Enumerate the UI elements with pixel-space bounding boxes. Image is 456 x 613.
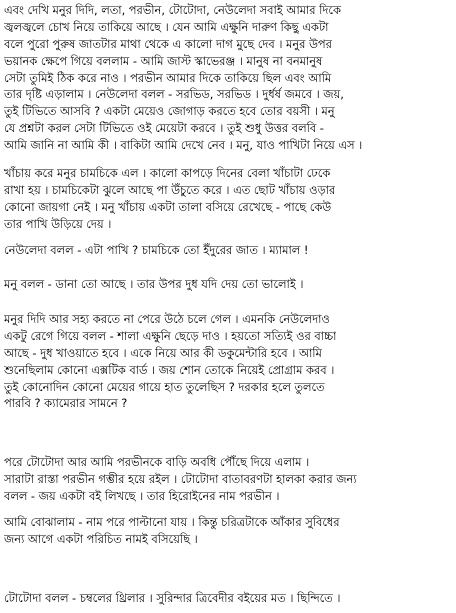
text-line: সারাটা রাস্তা পরভীন গম্ভীর হয়ে রইল । টোটোদা বাতাবরণটা হালকা করার জন্য [4,471,357,486]
text-line: খাঁচায় করে মনুর চামচিকে এল । কালো কাপড়ে দিনের বেলা খাঁচাটা ঢেকে [4,166,331,180]
paragraph-6 [4,454,357,505]
text-line: যে প্রশ্নটা করল সেটা টিভিতে ওই মেয়েটা করবে । তুই শুধু উত্তর বলবি - [4,121,324,136]
paragraph-1 [4,2,362,154]
text-line: এবং দেখি মনুর দিদি, লতা, পরভীন, টোটোদা, নেউলেদা সবাই আমার দিকে [4,3,341,17]
text-line: আছে - দুধ খাওয়াতে হবে । একে নিয়ে আর কী ডকুমেন্টারি হবে । আমি [4,345,322,360]
text-line: টোটোদা বলল - চম্বলের থ্রিলার । সুরিন্দার ত্রিবেদীর বইয়ের মত । ছিন্দিতে । [4,591,341,605]
text-line: মনুর দিদি আর সহ্য করতে না পেরে উঠে চলে গেল । এমনকি নেউলেদাও [4,312,330,326]
text-line: শুনেছিলাম কোনো এক্সটিক বার্ড । জয় শোন তোকে নিয়েই প্রোগ্রাম করব । [4,362,335,377]
paragraph-7 [4,514,340,548]
paragraph-2 [4,165,335,233]
paragraph-8 [4,590,340,607]
text-line: আমি বোঝালাম - নাম পরে পাল্টানো যায় । কিন্তু চরিত্রটাকে আঁকার সুবিধের [4,515,340,529]
text-line: তার পাখি উড়িয়ে দেয় । [4,216,112,231]
text-line: তুই টিভিতে আসবি ? একটা মেয়েও জোগাড় করতে হবে তোর বয়সী । মনু [4,104,335,119]
text-line: জন্য আগে একটা পরিচিত নামই বসিয়েছি । [4,531,198,546]
text-line: মনু বলল - ডানা তো আছে । তার উপর দুধ যদি দেয় তো ভালোই । [4,277,304,291]
text-line: বলে পুরো পুরুষ জাতটার মাথা থেকে এ কালো দাগ মুছে দেব । মনুর উপর [4,36,332,51]
text-line: নেউলেদা বলল - এটা পাখি ? চামচিকে তো ইঁদুরের জাত । ম্যামাল ! [4,243,309,257]
paragraph-5 [4,311,336,412]
paragraph-3 [4,242,308,259]
text-line: রাখা হয় । চামচিকেটা ঝুলে আছে পা উঁচুতে করে । এত ছোট খাঁচায় ওড়ার [4,182,336,197]
text-line: একটু রেগে গিয়ে বলল - শালা এক্ষুনি ছেড়ে দাও । হয়তো সত্যিই ওর বাচ্চা [4,328,337,343]
paragraph-4 [4,276,303,293]
text-line: তুই কোনোদিন কোনো মেয়ের গায়ে হাত তুলেছিস ? দরকার হলে তুলতে [4,379,325,394]
text-line: বলল - জয় একটা বই লিখছে । তার হিরোইনের নাম পরভীন । [4,488,280,503]
text-line: পারবি ? ক্যামেরার সামনে ? [4,396,128,411]
text-line: কোনো জায়গা নেই । মনু খাঁচায় একটা তালা বসিয়ে রেখেছে - পাছে কেউ [4,199,332,214]
text-line: তার দৃষ্টি এড়ালাম । নেউলেদা বলল - সরভিড, সরভিড । দুর্ধর্ষ জমবে । জয়, [4,87,344,102]
text-line: পরে টোটোদা আর আমি পরভীনকে বাড়ি অবধি পৌঁছে দিয়ে এলাম । [4,455,310,469]
text-line: আমি জানি না আমি কী । বাকিটা আমি দেখে নেব । মনু, যাও পাখিটা নিয়ে এস । [4,138,363,153]
text-line: জ্বলজ্বলে চোখ নিয়ে তাকিয়ে আছে । যেন আমি এক্ষুনি দারুণ কিছু একটা [4,19,329,34]
text-line: ভয়ানক ক্ষেপে গিয়ে বললাম - আমি জাস্ট স্কাভেরঞ্জ । মানুষ না বনমানুষ [4,53,323,68]
text-line: সেটা তুমিই ঠিক করে নাও । পরভীন আমার দিকে তাকিয়ে ছিল এবং আমি [4,70,332,85]
